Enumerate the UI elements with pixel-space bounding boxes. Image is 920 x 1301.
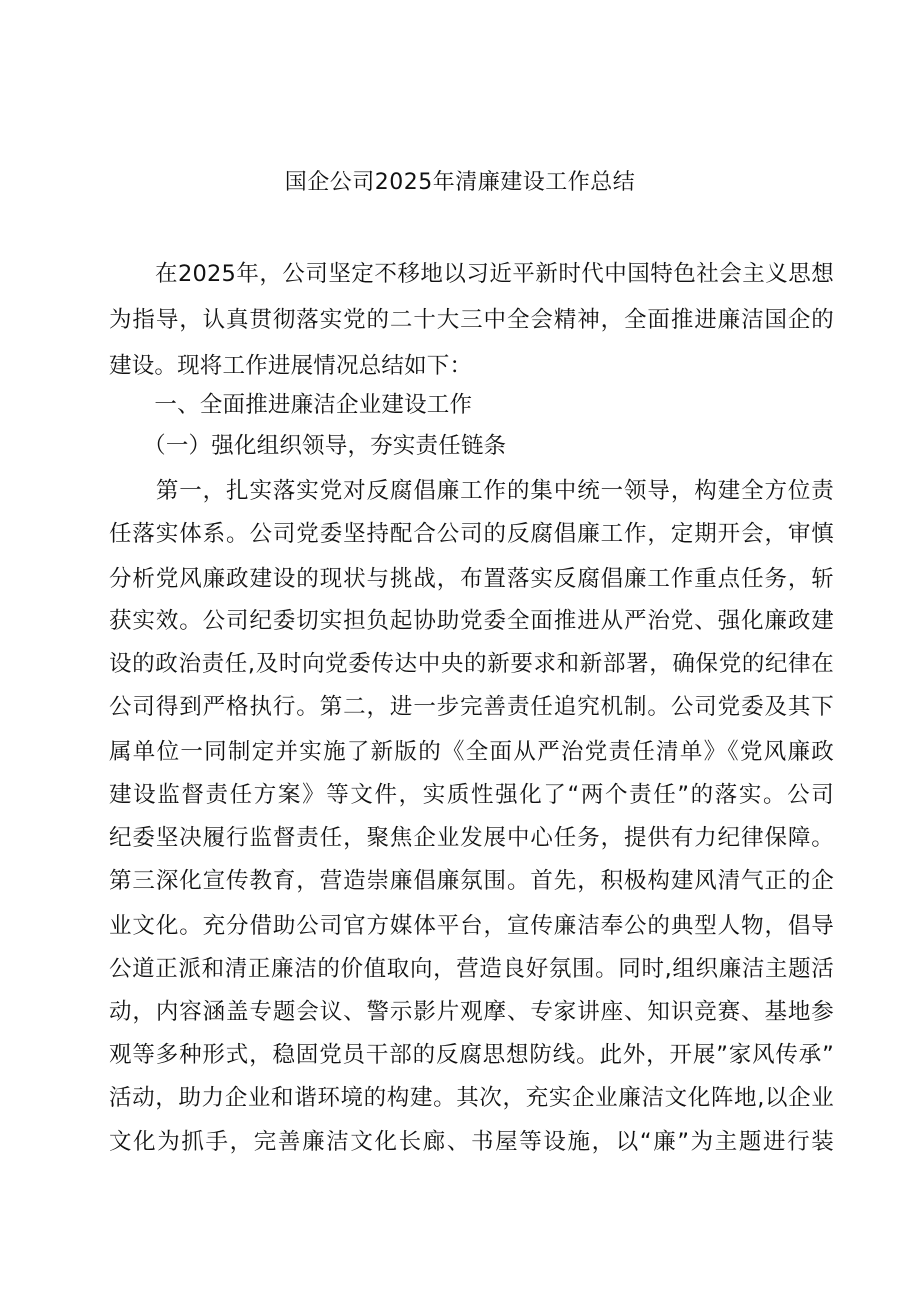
paragraph-line: 为指导，认真贯彻落实党的二十大三中全会精神，全面推进廉洁国企的 [109,307,834,333]
paragraph-line: 建设。现将工作进展情况总结如下： [109,353,473,379]
paragraph-line: 任落实体系。公司党委坚持配合公司的反腐倡廉工作，定期开会，审慎 [109,521,834,547]
paragraph-line: 在2025年，公司坚定不移地以习近平新时代中国特色社会主义思想 [109,261,834,287]
paragraph-line: 分析党风廉政建设的现状与挑战，布置落实反腐倡廉工作重点任务，斩 [109,566,834,592]
paragraph-line: 观等多种形式，稳固党员干部的反腐思想防线。此外，开展”家风传承” [109,1042,834,1068]
paragraph-line: 建设监督责任方案》等文件，实质性强化了“两个责任”的落实。公司 [109,782,834,808]
subsection-heading: （一）强化组织领导，夯实责任链条 [109,433,507,459]
paragraph-line: 公道正派和清正廉洁的价值取向，营造良好氛围。同时,组织廉洁主题活 [109,956,834,982]
paragraph-line: 业文化。充分借助公司官方媒体平台，宣传廉洁奉公的典型人物，倡导 [109,913,834,939]
paragraph-line: 第三深化宣传教育，营造崇廉倡廉氛围。首先，积极构建风清气正的企 [109,868,834,894]
paragraph-line: 文化为抓手，完善廉洁文化长廊、书屋等设施，以“廉”为主题进行装 [109,1129,834,1155]
paragraph-line: 属单位一同制定并实施了新版的《全面从严治党责任清单》《党风廉政 [109,739,834,765]
document-title: 国企公司2025年清廉建设工作总结 [284,170,636,195]
paragraph-line: 获实效。公司纪委切实担负起协助党委全面推进从严治党、强化廉政建 [109,608,834,634]
paragraph-line: 纪委坚决履行监督责任，聚焦企业发展中心任务，提供有力纪律保障。 [109,825,834,851]
paragraph-line: 设的政治责任,及时向党委传达中央的新要求和新部署，确保党的纪律在 [109,651,834,677]
paragraph-line: 动，内容涵盖专题会议、警示影片观摩、专家讲座、知识竞赛、基地参 [109,999,834,1025]
section-heading: 一、全面推进廉洁企业建设工作 [109,392,473,418]
paragraph-line: 第一，扎实落实党对反腐倡廉工作的集中统一领导，构建全方位责 [109,478,834,504]
paragraph-line: 公司得到严格执行。第二，进一步完善责任追究机制。公司党委及其下 [109,694,834,720]
paragraph-line: 活动，助力企业和谐环境的构建。其次，充实企业廉洁文化阵地,以企业 [109,1085,834,1111]
